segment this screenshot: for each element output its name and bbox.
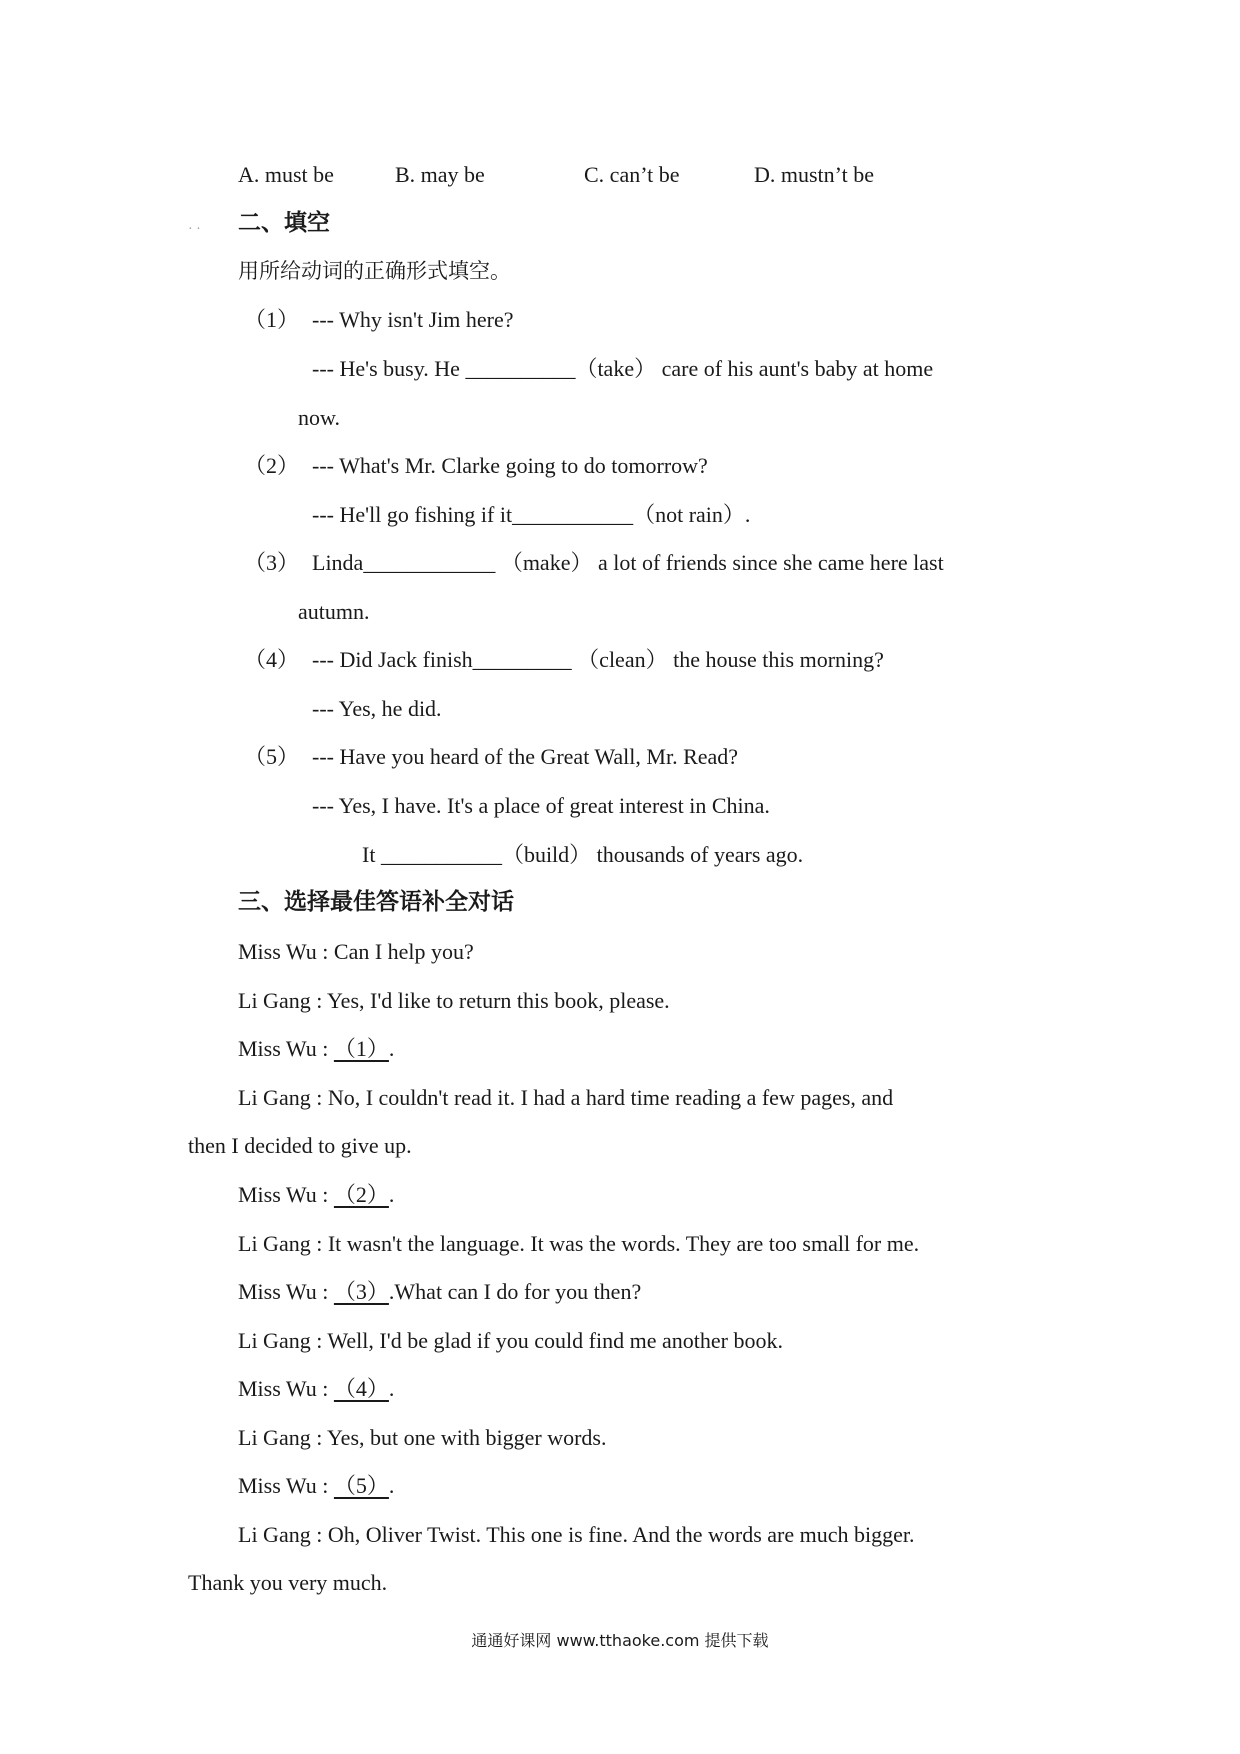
q2-line2: --- He'll go fishing if it___________（not rain）. [312, 502, 751, 527]
dialogue-line-4b: then I decided to give up. [188, 1133, 412, 1158]
dialogue-line-5 [238, 1180, 394, 1210]
dialogue-line-9 [238, 1374, 394, 1404]
dialogue-line-6: Li Gang : It wasn't the language. It was the words. They are too small for me. [238, 1231, 920, 1256]
section3-heading: 三、选择最佳答语补全对话 [238, 889, 514, 915]
line-end: .What can I do for you then? [388, 1279, 642, 1304]
option-c: C. can’t be [584, 162, 680, 187]
answer-blank-3: （3） [333, 1279, 389, 1304]
dialogue-line-10: Li Gang : Yes, but one with bigger words. [238, 1425, 607, 1450]
option-a: A. must be [238, 162, 334, 187]
q4-line2: --- Yes, he did. [312, 696, 442, 721]
q3-line2: autumn. [298, 599, 370, 624]
dialogue-line-12a: Li Gang : Oh, Oliver Twist. This one is fine. And the words are much bigger. [238, 1522, 915, 1547]
speaker: Miss Wu : [238, 1182, 334, 1207]
dialogue-line-4a: Li Gang : No, I couldn't read it. I had a hard time reading a few pages, and [238, 1085, 894, 1110]
q1-number: （1） [244, 307, 300, 332]
q5-line3: It ___________（build） thousands of years ago. [362, 842, 804, 867]
option-b: B. may be [395, 162, 485, 187]
answer-blank-2: （2） [333, 1182, 389, 1207]
q2-line1: --- What's Mr. Clarke going to do tomorrow? [312, 453, 708, 478]
q1-line2: --- He's busy. He __________（take） care of his aunt's baby at home [312, 356, 934, 381]
answer-blank-5: （5） [333, 1473, 389, 1498]
option-d: D. mustn’t be [754, 162, 874, 187]
line-end: . [388, 1036, 395, 1061]
speaker: Miss Wu : [238, 1036, 334, 1061]
line-end: . [388, 1376, 395, 1401]
answer-blank-4: （4） [333, 1376, 389, 1401]
dialogue-line-1: Miss Wu : Can I help you? [238, 939, 474, 964]
q1-line3: now. [298, 405, 340, 430]
q4-number: （4） [244, 647, 300, 672]
line-end: . [388, 1182, 395, 1207]
q5-number: （5） [244, 744, 300, 769]
speaker: Miss Wu : [238, 1376, 334, 1401]
q2-number: （2） [244, 453, 300, 478]
page-footer: 通通好课网 www.tthaoke.com 提供下载 [471, 1631, 769, 1650]
speaker: Miss Wu : [238, 1473, 334, 1498]
margin-mark: · · [188, 222, 201, 237]
q5-line2: --- Yes, I have. It's a place of great interest in China. [312, 793, 770, 818]
q4-line1: --- Did Jack finish_________ （clean） the house this morning? [312, 647, 884, 672]
line-end: . [388, 1473, 395, 1498]
q1-line1: --- Why isn't Jim here? [312, 307, 514, 332]
dialogue-line-12b: Thank you very much. [188, 1570, 388, 1595]
dialogue-line-8: Li Gang : Well, I'd be glad if you could find me another book. [238, 1328, 783, 1353]
q3-number: （3） [244, 550, 300, 575]
dialogue-line-11 [238, 1471, 394, 1501]
dialogue-line-7 [238, 1277, 641, 1307]
speaker: Miss Wu : [238, 1279, 334, 1304]
section2-heading: 二、填空 [238, 210, 330, 236]
dialogue-line-2: Li Gang : Yes, I'd like to return this book, please. [238, 988, 670, 1013]
section2-instruction: 用所给动词的正确形式填空。 [238, 259, 511, 283]
q3-line1: Linda____________ （make） a lot of friends since she came here last [312, 550, 944, 575]
q5-line1: --- Have you heard of the Great Wall, Mr. Read? [312, 744, 739, 769]
dialogue-line-3 [238, 1034, 394, 1064]
answer-blank-1: （1） [333, 1036, 389, 1061]
